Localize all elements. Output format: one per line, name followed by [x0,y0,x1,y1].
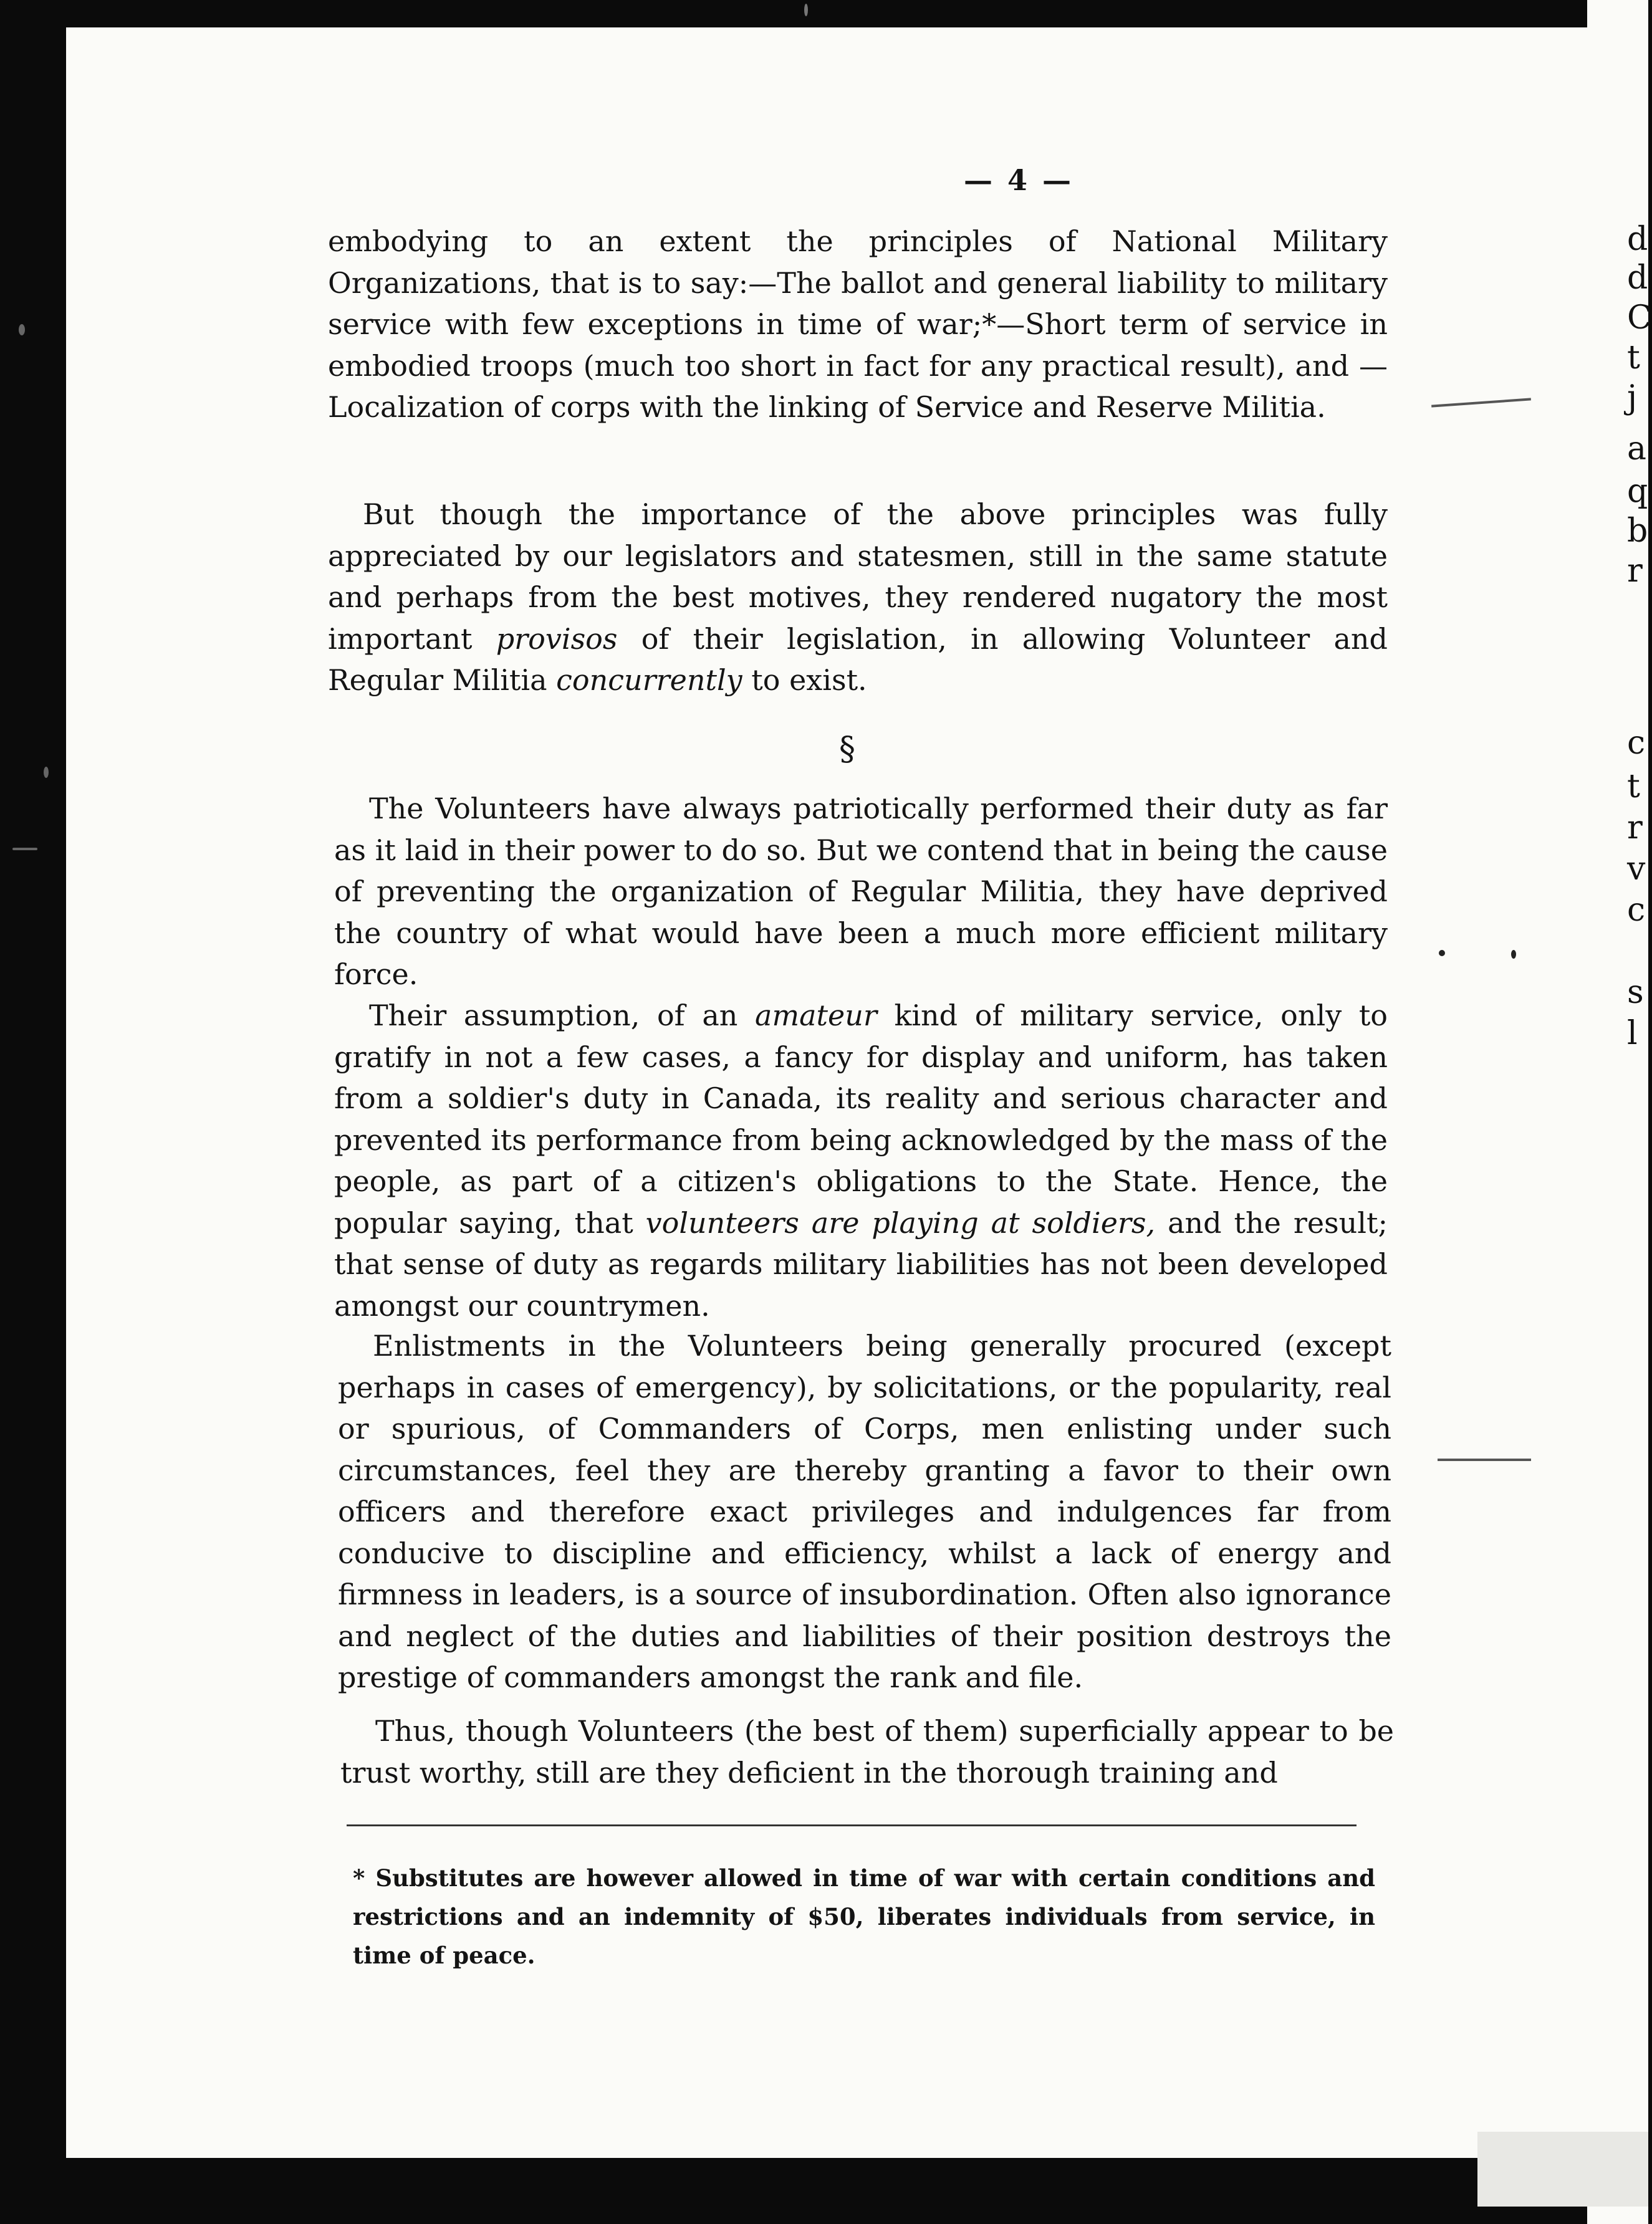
paragraph-1 [328,221,1388,428]
paragraph-5 [338,1325,1391,1699]
paragraph-text: Thus, though Volunteers (the best of them) superficially appear to be trust worthy, still are they deficient in the thorough training and [340,1714,1394,1790]
paragraph-text: to exist. [742,663,867,697]
scan-artifact [1431,398,1531,407]
italic-text: provisos [496,621,618,656]
scan-artifact [19,324,25,335]
scan-artifact [1438,1459,1531,1461]
paragraph-text: and the result; that sense of duty as regards military liabilities has not been developed amongst our countrymen. [334,1205,1388,1323]
footnote: * Substitutes are however allowed in time of war with certain conditions and restrictions and an indemnity of $50, liberates individuals from service, in time of peace. [353,1864,1375,1969]
italic-text: concurrently [556,663,742,697]
paragraph-text: Enlistments in the Volunteers being generally procured (except perhaps in cases of emergency), by solicitations, or the popularity, real or spurious, of Commanders of Corps, men enlisting under such circumstances, feel they are thereby granting a favor to their own officers and therefore exact privileges and indulgences far from conducive to discipline and efficiency, whilst a lack of energy and firmness in leaders, is a source of insubordination. Often also ignorance and neglect of the duties and liabilities of their position destroys the prestige of commanders amongst the rank and file. [338,1329,1391,1694]
section-mark: § [839,731,855,768]
paragraph-text: Their assumption, of an [369,999,756,1032]
paragraph-text: But though the importance of the above principles was fully appreciated by our legislators and statesmen, still in the same statute and perhaps from the best motives, they rendered nugatory the most important [328,497,1388,656]
paragraph-2 [328,494,1388,701]
paragraph-text: of their legislation, in allowing Volunteer and Regular Militia [328,621,1388,697]
adjacent-page-bottom [1477,2132,1648,2207]
paragraph-text: kind of military service, only to gratify in not a few cases, a fancy for display and uniform, has taken from a soldier's duty in Canada, its reality and serious character and prevented its performance from being acknowledged by the mass of the people, as part of a citizen's obligations to the State. Hence, the popular saying, that [334,999,1388,1240]
paragraph-text: embodying to an extent the principles of National Military Organizations, that is to say:—The ballot and general liability to military service with few exceptions in time of war;*—Short term of service in embodied troops (much too short in fact for any practical result), and —Localization of corps with the linking of Service and Reserve Militia. [328,224,1388,424]
document-page [66,27,1587,2158]
page-number: — 4 — [964,163,1074,197]
scan-artifact [44,767,49,778]
scan-artifact [1439,950,1445,956]
paragraph-text: The Volunteers have always patriotically performed their duty as far as it laid in their power to do so. But we contend that in being the cause of preventing the organization of Regular Militia, they have deprived the country of what would have been a much more efficient military force. [334,792,1388,991]
footnote-rule [347,1824,1357,1826]
paragraph-3 [334,788,1388,995]
scan-artifact [12,848,37,850]
scan-artifact [804,4,808,16]
italic-text: volunteers are playing at soldiers, [645,1205,1156,1240]
scan-artifact [1511,950,1516,959]
paragraph-4 [334,995,1388,1326]
italic-text: amateur [755,999,877,1032]
paragraph-6 [340,1710,1394,1793]
